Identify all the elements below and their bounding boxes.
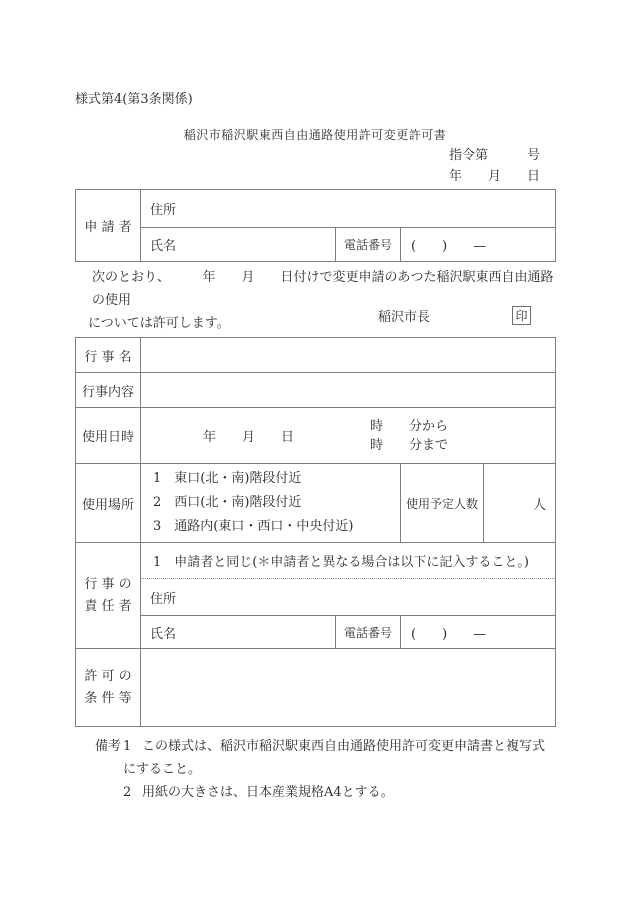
remarks-heading: 備考 [95, 739, 122, 754]
event-name-row [76, 338, 556, 373]
expected-people-unit-cell: 人 [484, 464, 556, 543]
remarks-section [95, 735, 549, 804]
permit-conditions-row [76, 649, 556, 727]
use-place-row [76, 464, 556, 543]
event-name-label-cell: 行 事 名 [76, 338, 141, 373]
applicant-phone-label-cell: 電話番号 [336, 228, 401, 262]
remark-item-1 [123, 735, 549, 781]
manager-label-cell [76, 543, 141, 649]
use-place-options-cell [141, 464, 401, 543]
permit-conditions-label-cell [76, 649, 141, 727]
manager-phone-value-cell: ( ) — [401, 616, 556, 649]
use-time-to: 時 分まで [370, 437, 449, 453]
applicant-phone-value-cell: ( ) — [401, 228, 556, 262]
manager-same-row [76, 543, 556, 579]
manager-address-cell: 住所 [141, 579, 556, 616]
approval-statement-line1: 次のとおり、 年 月 日付けで変更申請のあつた稲沢駅東西自由通路の使用 [92, 270, 554, 308]
permit-conditions-value-cell [141, 649, 556, 727]
form-reference: 様式第4(第3条関係) [75, 92, 193, 107]
manager-name-cell: 氏名 [141, 616, 336, 649]
remark-item-2-number: 2 [123, 785, 132, 800]
expected-people-label-cell: 使用予定人数 [401, 464, 484, 543]
permit-conditions-label-line2: 条 件 等 [84, 690, 132, 706]
mayor-title: 稲沢市長 [378, 310, 431, 325]
directive-number-block [449, 145, 540, 187]
applicant-address-row [76, 190, 556, 228]
use-place-label-cell: 使用場所 [76, 464, 141, 543]
use-time-range [370, 417, 448, 455]
remark-item-2-text: 用紙の大きさは、日本産業規格A4とする。 [142, 785, 394, 800]
applicant-table [75, 189, 556, 262]
event-detail-value-cell [141, 373, 556, 408]
applicant-name-cell: 氏名 [141, 228, 336, 262]
applicant-address-cell: 住所 [141, 190, 556, 228]
applicant-label-cell: 申 請 者 [76, 190, 141, 262]
directive-number-line: 指令第 号 [448, 148, 540, 163]
manager-address-row [76, 579, 556, 616]
use-datetime-content [141, 417, 555, 455]
manager-name-row [76, 616, 556, 649]
place-option-1: 1 東口(北・南)階段付近 [153, 471, 302, 486]
permit-conditions-label-line1: 許 可 の [84, 668, 132, 684]
use-datetime-row [76, 408, 556, 464]
use-date-placeholder: 年 月 日 [203, 430, 295, 445]
manager-same-option-cell: 1 申請者と同じ(＊申請者と異なる場合は以下に記入すること。) [141, 543, 556, 579]
event-name-value-cell [141, 338, 556, 373]
event-detail-label-cell: 行事内容 [76, 373, 141, 408]
manager-label-line2: 責 任 者 [84, 598, 132, 614]
manager-phone-label-cell: 電話番号 [336, 616, 401, 649]
event-detail-row [76, 373, 556, 408]
place-option-2: 2 西口(北・南)階段付近 [153, 495, 302, 510]
document-title: 稲沢市稲沢駅東西自由通路使用許可変更許可書 [183, 128, 447, 142]
permit-details-table [75, 337, 556, 727]
remarks-list [123, 735, 549, 804]
use-datetime-value-cell [141, 408, 556, 464]
seal-mark: 印 [512, 306, 531, 325]
place-option-3: 3 通路内(東口・西口・中央付近) [153, 519, 354, 534]
approval-statement-line2: については許可します。 [88, 316, 230, 331]
remark-item-1-number: 1 [123, 739, 132, 754]
manager-label-line1: 行 事 の [84, 576, 132, 592]
use-datetime-label-cell: 使用日時 [76, 408, 141, 464]
applicant-name-row [76, 228, 556, 262]
remark-item-1-text: この様式は、稲沢市稲沢駅東西自由通路使用許可変更申請書と複写式にすること。 [123, 739, 546, 777]
mayor-signature-row [378, 306, 531, 325]
directive-date-line: 年 月 日 [448, 169, 540, 184]
use-time-from: 時 分から [370, 418, 449, 434]
remark-item-2 [123, 781, 549, 804]
